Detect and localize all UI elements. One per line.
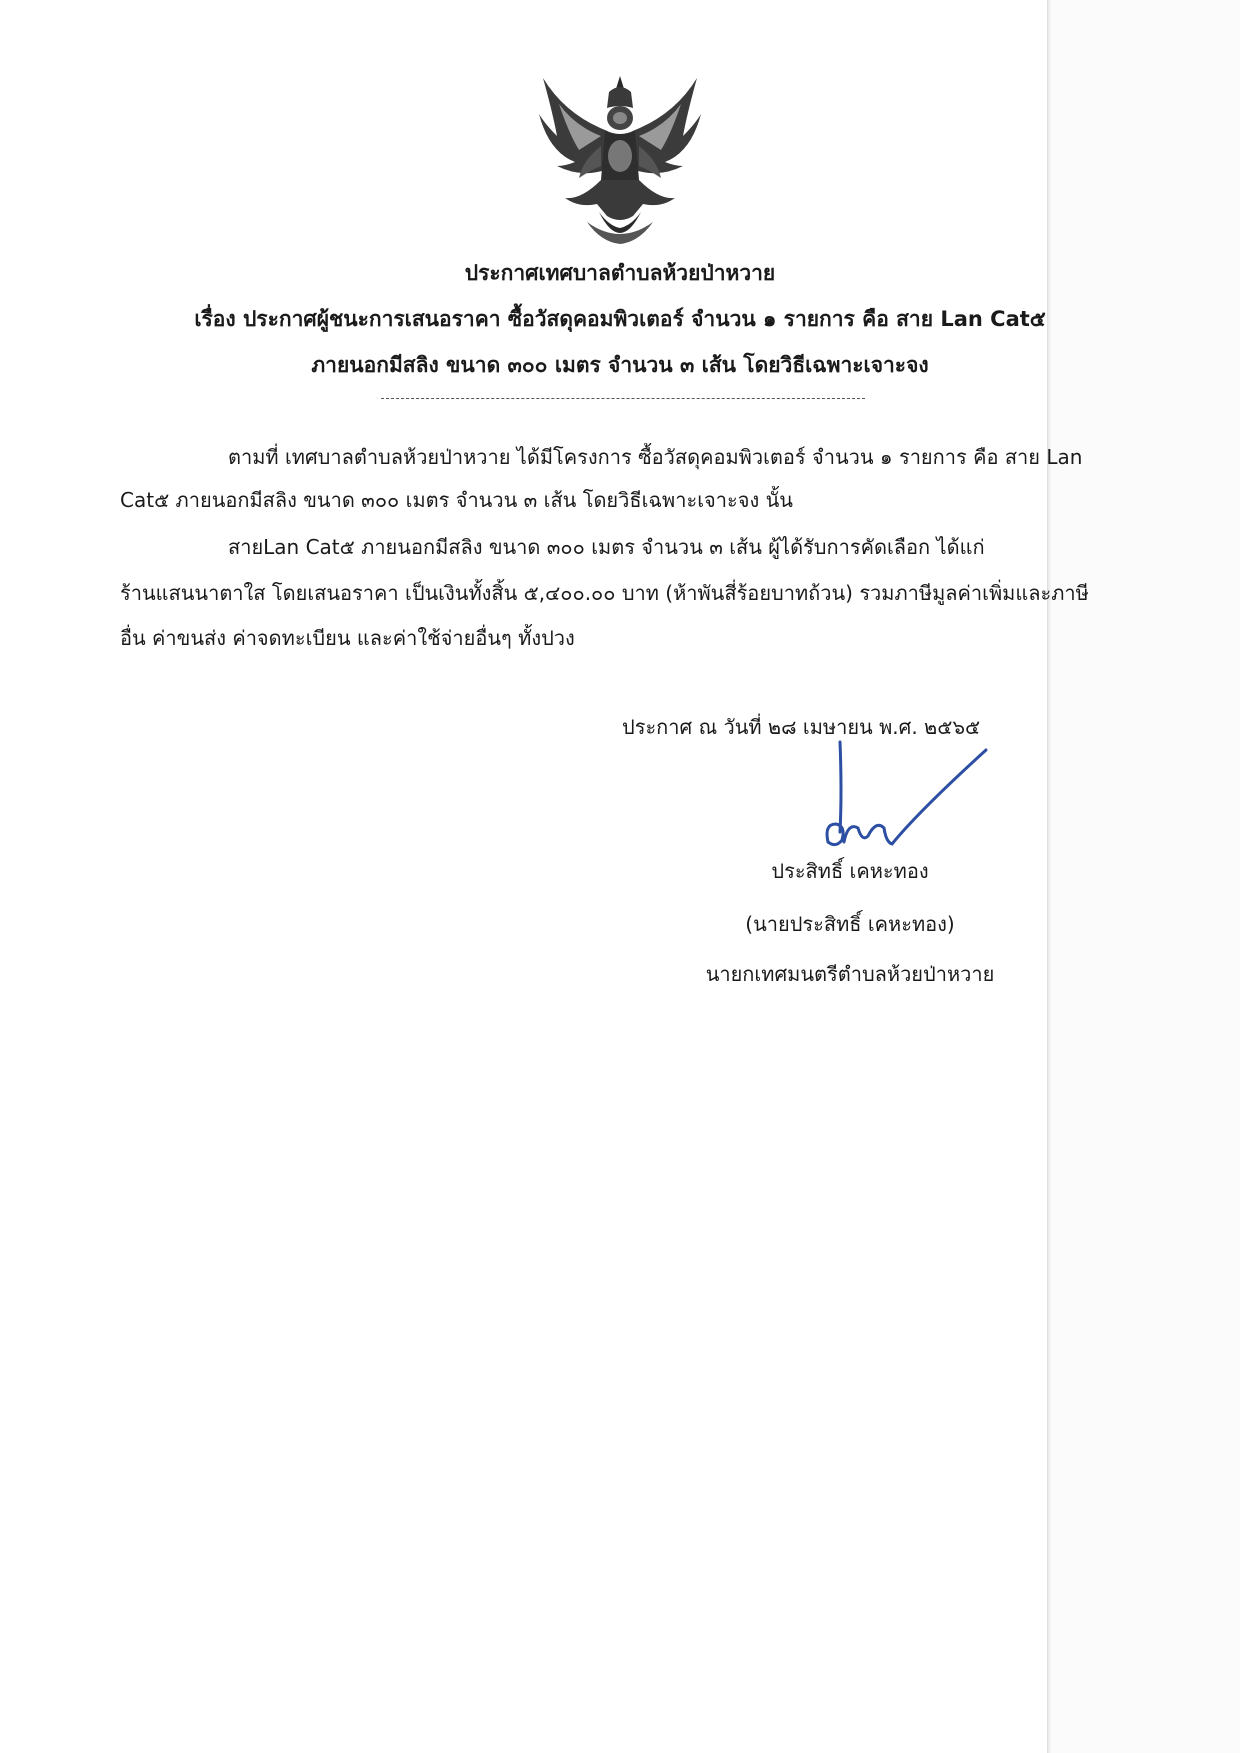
- signer-full-name: (นายประสิทธิ์ เคหะทอง): [745, 912, 955, 936]
- divider: [381, 398, 865, 399]
- garuda-emblem-icon: [535, 74, 705, 254]
- signer-name: ประสิทธิ์ เคหะทอง: [771, 859, 929, 883]
- announcement-title: ประกาศเทศบาลตำบลห้วยป่าหวาย: [464, 261, 776, 285]
- announcement-subject: เรื่อง ประกาศผู้ชนะการเสนอราคา ซื้อวัสดุคอมพิวเตอร์ จำนวน ๑ รายการ คือ สาย Lan Cat๕: [194, 307, 1046, 331]
- paragraph-1-line-2: Cat๕ ภายนอกมีสลิง ขนาด ๓๐๐ เมตร จำนวน ๓ เส้น โดยวิธีเฉพาะเจาะจง นั้น: [120, 488, 793, 512]
- announcement-date: ประกาศ ณ วันที่ ๒๘ เมษายน พ.ศ. ๒๕๖๕: [622, 715, 981, 739]
- paragraph-1-line-1: ตามที่ เทศบาลตำบลห้วยป่าหวาย ได้มีโครงการ ซื้อวัสดุคอมพิวเตอร์ จำนวน ๑ รายการ คือ สาย Lan: [228, 445, 1083, 469]
- paragraph-2-line-3: อื่น ค่าขนส่ง ค่าจดทะเบียน และค่าใช้จ่ายอื่นๆ ทั้งปวง: [120, 626, 575, 650]
- signer-title: นายกเทศมนตรีตำบลห้วยป่าหวาย: [705, 962, 995, 986]
- paragraph-2-line-2: ร้านแสนนาตาใส โดยเสนอราคา เป็นเงินทั้งสิ้น ๕,๔๐๐.๐๐ บาท (ห้าพันสี่ร้อยบาทถ้วน) รวมภาษีมูลค่าเพิ่มและภาษี: [120, 581, 1089, 605]
- paragraph-2-line-1: สายLan Cat๕ ภายนอกมีสลิง ขนาด ๓๐๐ เมตร จำนวน ๓ เส้น ผู้ได้รับการคัดเลือก ได้แก่: [228, 535, 985, 559]
- announcement-subject-cont: ภายนอกมีสลิง ขนาด ๓๐๐ เมตร จำนวน ๓ เส้น โดยวิธีเฉพาะเจาะจง: [311, 353, 929, 377]
- signature-icon: [788, 732, 988, 852]
